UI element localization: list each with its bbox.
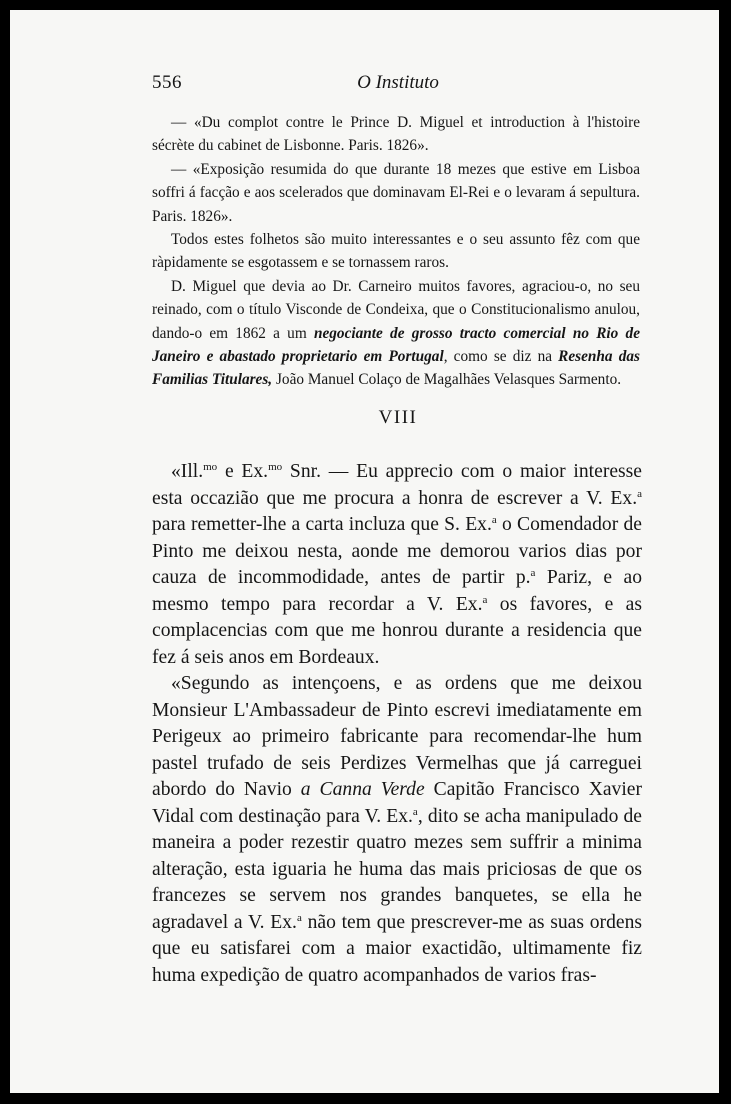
- letter-paragraph-1: [152, 459, 642, 671]
- note-paragraph-4: [152, 275, 640, 392]
- note-text: , como se diz na: [443, 348, 559, 366]
- superscript: a: [296, 911, 302, 924]
- page-header: [152, 72, 644, 98]
- page-number: 556: [152, 72, 182, 93]
- letter-text: Snr. — Eu apprecio com o maior interesse esta occazião que me procura a honra de escrever a V. Ex.: [152, 461, 642, 509]
- section-heading: VIII: [378, 407, 418, 428]
- superscript: a: [491, 514, 497, 526]
- superscript: a: [412, 805, 418, 818]
- quoted-phrase: negociante de grosso tracto comercial no Rio de Janeiro e abastado proprietario em Portugal: [152, 324, 640, 366]
- superscript: a: [530, 567, 536, 579]
- letter-text: o Comendador de Pinto me deixou nesta, aonde me demorou varios dias por cauza de incommodidade, antes de partir p.: [152, 514, 642, 588]
- note-text: D. Miguel que devia ao Dr. Carneiro muitos favores, agraciou-o, no seu reinado, com o título Visconde de Condeixa, que o Constitucionalismo anulou, dando-o em 1862 a um: [152, 277, 640, 342]
- letter-text: Capitão Francisco Xavier Vidal com destinação para V. Ex.: [152, 779, 642, 827]
- letter-text: «Ill.: [171, 461, 204, 482]
- note-paragraph-2: — «Exposição resumida do que durante 18 mezes que estive em Lisboa soffri á facção e aos scelerados que dominavam El-Rei e o levaram á sepultura. Paris. 1826».: [152, 160, 640, 225]
- letter-text: os favores, e as complacencias com que me honrou durante a residencia que fez á seis anos em Bordeaux.: [152, 593, 642, 668]
- letter-text: , dito se acha manipulado de maneira a poder rezestir quatro mezes sem suffrir a minima alteração, esta iguaria he huma das mais priciosas de que os francezes se servem nos grandes banquetes, se ella he agradavel a V. Ex.: [152, 805, 642, 933]
- running-title: O Instituto: [357, 72, 439, 93]
- letter-text: para remetter-lhe a carta incluza que S. Ex.: [152, 514, 492, 535]
- note-paragraph-1: — «Du complot contre le Prince D. Miguel et introduction à l'histoire sécrète du cabinet de Lisbonne. Paris. 1826».: [152, 114, 640, 155]
- footnote-block: [152, 111, 640, 392]
- superscript: a: [637, 487, 642, 500]
- note-text: João Manuel Colaço de Magalhães Velasques Sarmento.: [272, 371, 622, 389]
- letter-paragraph-2: [152, 671, 642, 989]
- ship-name: a Canna Verde: [300, 779, 425, 800]
- letter-text: Pariz, e ao mesmo tempo para recordar a V. Ex.: [152, 567, 642, 615]
- note-paragraph-3: Todos estes folhetos são muito interessantes e o seu assunto fêz com que ràpidamente se esgotassem e se tornassem raros.: [152, 231, 640, 272]
- book-title: Resenha das Familias Titulares,: [152, 348, 640, 389]
- superscript: mo: [268, 461, 283, 473]
- superscript: a: [482, 593, 488, 606]
- superscript: mo: [203, 461, 218, 473]
- letter-body: [152, 459, 642, 989]
- letter-text: e Ex.: [217, 461, 269, 482]
- letter-text: «Segundo as intençoens, e as ordens que me deixou Monsieur L'Ambassadeur de Pinto escrevi imediatamente em Perigeux ao primeiro fabricante para recomendar-lhe hum pastel trufado de seis Perdizes Vermelhas que já carreguei abordo do Navio: [152, 673, 642, 800]
- letter-text: não tem que prescrever-me as suas ordens que eu satisfarei com a maior exactidão, ultimamente fiz huma expedição de quatro acompanhados de varios fras-: [152, 911, 642, 986]
- scanned-page: [10, 10, 719, 1093]
